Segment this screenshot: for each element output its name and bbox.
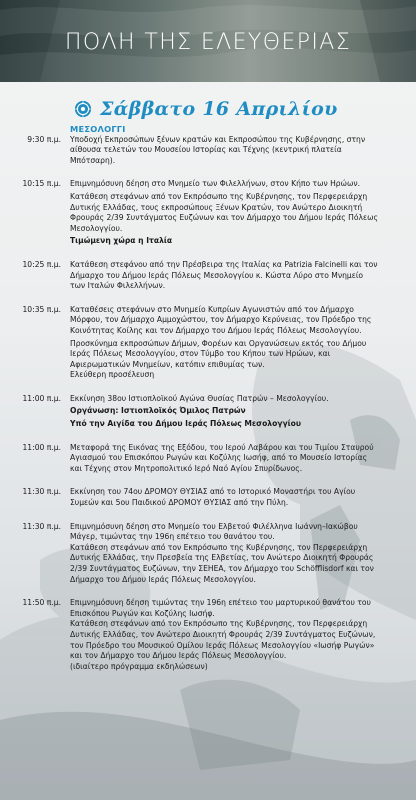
schedule-entry [0, 179, 416, 247]
entry-highlight: Οργάνωση: Ιστιοπλοϊκός Όμιλος Πατρών [70, 406, 246, 416]
schedule-entry [0, 305, 416, 381]
day-heading [74, 96, 338, 122]
entry-text: (ιδιαίτερο πρόγραμμα εκδηλώσεων) [70, 661, 208, 671]
entry-time: 11:00 π.μ. [22, 393, 61, 403]
schedule-entry [0, 394, 416, 430]
rosette-icon [74, 100, 92, 118]
entry-text: Κατάθεση στεφάνων από τον Εκπρόσωπο της Κυβέρνησης, τον Περφερειάρχη Δυτικής Ελλάδας, τους εκπροσώπους Ξένων Κρατών, τον Ανώτερο Διοικητή Φρουράς 2/39 Συντάγματος Ευζώνων και τον Δήμαρχο του Δήμου Ιεράς Πόλεως Μεσολογγίου. [70, 191, 378, 233]
entry-time: 9:30 π.μ. [27, 134, 61, 144]
entry-text: Καταθέσεις στεφάνων στο Μνημείο Κυπρίων Αγωνιστών από τον Δήμαρχο Μόρφου, τον Δήμαρχο Αμμοχώστου, τον Δήμαρχο Κερύνειας, τον Πρόεδρο της Κοινότητας Κοίλης και τον Δήμαρχο του Δήμου Ιεράς Πόλεως Μεσολογγίου. [70, 304, 372, 335]
entry-text: Ελεύθερη προσέλευση [70, 370, 155, 380]
entry-highlight: Τιμώμενη χώρα η Ιταλία [70, 236, 173, 246]
day-title: Σάββατο 16 Απριλίου [100, 98, 338, 120]
entry-highlight: Υπό την Αιγίδα του Δήμου Ιεράς Πόλεως Μεσολογγίου [70, 419, 301, 429]
entry-text: Κατάθεση στεφάνων από τον Εκπρόσωπο της Κυβέρνησης, τον Περφερειάρχη Δυτικής Ελλάδας, τον Ανώτερο Διοικητή Φρουράς 2/39 Συντάγματος Ευζώνων, τον Πρόεδρο του Μουσικού Ομίλου Ιεράς Πόλεως Μεσολογγίου «Ιωσήφ Ρωγών» και τον Δήμαρχο του Δήμου Ιεράς Πόλεως Μεσολογγίου. [70, 619, 376, 661]
entry-text: Εκκίνηση του 74ου ΔΡΟΜΟΥ ΘΥΣΙΑΣ από το Ιστορικό Μοναστήρι του Αγίου Συμεών και 5ου Παιδικού ΔΡΟΜΟΥ ΘΥΣΙΑΣ από την Πύλη. [70, 487, 356, 508]
entry-text: Προσκύνημα εκπροσώπων Δήμων, Φορέων και Οργανώσεων εκτός του Δήμου Ιεράς Πόλεως Μεσολογγίου, στον Τύμβο του Κήπου των Ηρώων, και Αφιερωματικών Μνημείων, κατόπιν επιθυμίας των. [70, 338, 367, 369]
schedule [0, 124, 416, 672]
entry-text: Εκκίνηση 38ου Ιστιοπλοϊκού Αγώνα Θυσίας Πατρών – Μεσολογγίου. [70, 393, 329, 403]
schedule-location [0, 124, 416, 135]
entry-time: 10:25 π.μ. [22, 259, 61, 269]
page-title: ΠΟΛΗ ΤΗΣ ΕΛΕΥΘΕΡΙΑΣ [64, 30, 352, 55]
title-banner [0, 0, 416, 82]
entry-text: Κατάθεση στεφάνων από τον Εκπρόσωπο της Κυβέρνησης, τον Περφερειάρχη Δυτικής Ελλάδας, την Πρεσβεία της Ελβετίας, τον Ανώτερο Διοικητή Φρουράς 2/39 Συντάγματος Ευζώνων, την ΣΕΗΕΑ, τον Δήμαρχο του Schöfflisdorf και τον Δήμαρχο του Δήμου Ιεράς Πόλεως Μεσολογγίου. [70, 542, 374, 584]
entry-text: Επιμνημόσυνη δέηση στο Μνημείο του Ελβετού Φιλέλληνα Ιωάννη–Ιακώβου Μάγερ, τιμώντας την 196η επέτειο του θανάτου του. [70, 521, 358, 542]
entry-text: Υποδοχή Εκπροσώπων ξένων κρατών και Εκπροσώπου της Κυβέρνησης, στην αίθουσα τελετών του Μουσείου Ιστορίας και Τέχνης (κεντρική πλατεία Μπότσαρη). [70, 134, 366, 165]
entry-text: Επιμνημόσυνη δέηση τιμώντας την 196η επέτειο του μαρτυρικού θανάτου του Επισκόπου Ρωγών και Κοζύλης Ιωσήφ. [70, 598, 371, 618]
entry-time: 10:35 π.μ. [22, 304, 61, 314]
entry-time: 11:50 π.μ. [22, 598, 61, 608]
location-label: ΜΕΣΟΛΟΓΓΙ [70, 124, 126, 134]
entry-text: Επιμνημόσυνη δέηση στο Μνημείο των Φιλελλήνων, στον Κήπο των Ηρώων. [70, 179, 361, 189]
schedule-entry [0, 598, 416, 672]
schedule-entry [0, 443, 416, 475]
schedule-entry [0, 522, 416, 586]
entry-time: 11:00 π.μ. [22, 442, 61, 452]
schedule-entry [0, 487, 416, 508]
entry-time: 10:15 π.μ. [22, 179, 61, 189]
entry-text: Κατάθεση στεφάνου από την Πρέσβειρα της Ιταλίας κα Patrizia Falcinelli και τον Δήμαρχο του Δήμου Ιεράς Πόλεως Μεσολογγίου κ. Κώστα Λύρο στο Μνημείο των Ιταλών Φιλελλήνων. [70, 259, 378, 291]
schedule-entry [0, 260, 416, 292]
entry-time: 11:30 π.μ. [22, 487, 61, 497]
entry-text: Μεταφορά της Εικόνας της Εξόδου, του Ιερού Λαβάρου και του Τιμίου Σταυρού Αγιασμού του Επισκόπου Ρωγών και Κοζύλης Ιωσήφ, από το Μουσείο Ιστορίας και Τέχνης στον Μητροπολιτικό Ιερό Ναό Αγίου Σπυρίδωνος. [70, 442, 374, 473]
entry-time: 11:30 π.μ. [22, 521, 61, 531]
schedule-entry [0, 135, 416, 167]
